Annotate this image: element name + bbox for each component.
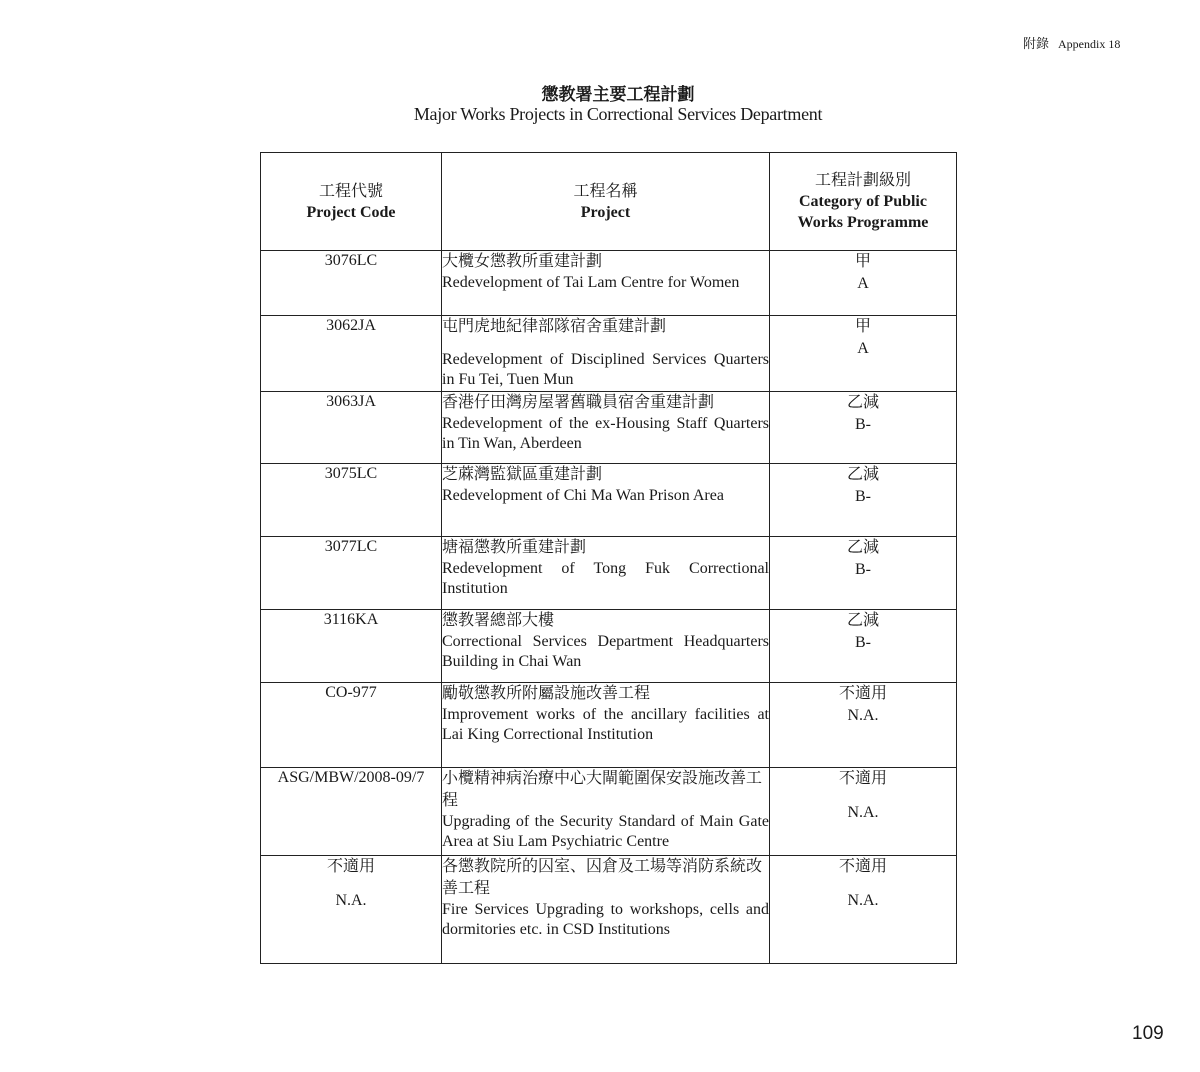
category-zh: 乙減 (846, 394, 879, 411)
project-code: CO-977 (325, 684, 377, 701)
project-code-cell (261, 856, 442, 964)
project-name-cell (442, 683, 770, 768)
category-cell (770, 316, 957, 392)
project-code: ASG/MBW/2008-09/7 (277, 769, 425, 786)
table-row (261, 683, 957, 768)
category-cell (770, 768, 957, 856)
category-en: B- (855, 488, 871, 505)
category-zh: 甲 (854, 318, 871, 335)
category-en: N.A. (847, 707, 879, 724)
project-name-zh: 塘福懲教所重建計劃 (442, 539, 587, 556)
project-name-cell (442, 392, 770, 464)
project-name-cell (442, 316, 770, 392)
table-row (261, 251, 957, 316)
project-code: 3116KA (323, 611, 379, 628)
header-project (442, 153, 770, 251)
project-code-cell (261, 316, 442, 392)
project-code: 3062JA (326, 317, 376, 334)
category-zh: 甲 (854, 253, 871, 270)
project-code: 3076LC (324, 252, 378, 269)
project-name-cell (442, 537, 770, 610)
header-project-code (261, 153, 442, 251)
category-en: B- (855, 561, 871, 578)
project-name-cell (442, 768, 770, 856)
project-name-cell (442, 856, 770, 964)
category-zh: 不適用 (838, 770, 887, 787)
table-row (261, 610, 957, 683)
category-zh: 不適用 (838, 685, 887, 702)
projects-table (260, 152, 957, 964)
category-cell (770, 683, 957, 768)
page-title-zh: 懲教署主要工程計劃 (541, 85, 695, 104)
project-name-zh: 懲教署總部大樓 (442, 612, 555, 629)
project-code-cell (261, 251, 442, 316)
appendix-label-zh: 附錄 (1023, 36, 1050, 51)
project-name-cell (442, 610, 770, 683)
category-cell (770, 610, 957, 683)
category-cell (770, 251, 957, 316)
header-project-zh: 工程名稱 (573, 182, 638, 200)
project-name-en: Redevelopment of the ex-Housing Staff Quarters in Tin Wan, Aberdeen (442, 415, 769, 452)
project-name-zh: 香港仔田灣房屋署舊職員宿舍重建計劃 (442, 394, 715, 411)
project-name-zh: 小欖精神病治療中心大閘範圍保安設施改善工程 (442, 770, 763, 809)
project-code: N.A. (335, 892, 367, 909)
project-name-en: Redevelopment of Chi Ma Wan Prison Area (442, 487, 724, 504)
project-name-en: Fire Services Upgrading to workshops, cells and dormitories etc. in CSD Institutions (442, 901, 769, 938)
project-code-zh: 不適用 (326, 858, 375, 875)
project-name-en: Redevelopment of Disciplined Services Quarters in Fu Tei, Tuen Mun (442, 351, 769, 388)
header-category (770, 153, 957, 251)
project-name-zh: 勵敬懲教所附屬設施改善工程 (442, 685, 651, 702)
category-cell (770, 537, 957, 610)
project-code-cell (261, 392, 442, 464)
project-name-zh: 大欖女懲教所重建計劃 (442, 253, 603, 270)
table-row (261, 856, 957, 964)
appendix-label-en: Appendix 18 (1058, 37, 1121, 51)
category-zh: 乙減 (846, 539, 879, 556)
table-row (261, 768, 957, 856)
table-row (261, 464, 957, 537)
header-category-zh: 工程計劃級別 (814, 172, 911, 189)
category-en: N.A. (847, 804, 879, 821)
project-code: 3063JA (326, 393, 376, 410)
header-project-code-zh: 工程代號 (318, 182, 383, 200)
project-name-en: Correctional Services Department Headquarters Building in Chai Wan (442, 633, 769, 670)
category-zh: 乙減 (846, 612, 879, 629)
project-code-cell (261, 464, 442, 537)
project-name-en: Redevelopment of Tong Fuk Correctional Institution (442, 560, 769, 597)
project-name-en: Redevelopment of Tai Lam Centre for Women (442, 274, 740, 291)
project-code-cell (261, 610, 442, 683)
project-name-en: Upgrading of the Security Standard of Main Gate Area at Siu Lam Psychiatric Centre (442, 813, 769, 850)
category-en: A (857, 340, 869, 357)
category-en: N.A. (847, 892, 879, 909)
project-code: 3077LC (324, 538, 378, 555)
category-en: A (857, 275, 869, 292)
header-category-en: Category of Public Works Programme (797, 193, 929, 231)
project-name-zh: 屯門虎地紀律部隊宿舍重建計劃 (442, 318, 667, 335)
category-zh: 乙減 (846, 466, 879, 483)
project-name-cell (442, 464, 770, 537)
table-row (261, 316, 957, 392)
category-en: B- (855, 416, 871, 433)
appendix-label (1023, 33, 1120, 52)
project-code-cell (261, 768, 442, 856)
table-row (261, 392, 957, 464)
project-name-zh: 各懲教院所的囚室、囚倉及工場等消防系統改善工程 (442, 858, 763, 897)
category-cell (770, 856, 957, 964)
header-project-en: Project (580, 203, 631, 221)
project-name-en: Improvement works of the ancillary facilities at Lai King Correctional Institution (442, 706, 769, 743)
category-cell (770, 392, 957, 464)
category-cell (770, 464, 957, 537)
project-code-cell (261, 537, 442, 610)
table-header-row (261, 153, 957, 251)
header-project-code-en: Project Code (306, 203, 396, 221)
project-code-cell (261, 683, 442, 768)
table-row (261, 537, 957, 610)
page-number: 109 (1132, 1023, 1164, 1044)
category-zh: 不適用 (838, 858, 887, 875)
project-name-cell (442, 251, 770, 316)
page-title-en: Major Works Projects in Correctional Services Department (413, 104, 823, 124)
category-en: B- (855, 634, 871, 651)
project-code: 3075LC (324, 465, 378, 482)
project-name-zh: 芝蔴灣監獄區重建計劃 (442, 466, 603, 483)
